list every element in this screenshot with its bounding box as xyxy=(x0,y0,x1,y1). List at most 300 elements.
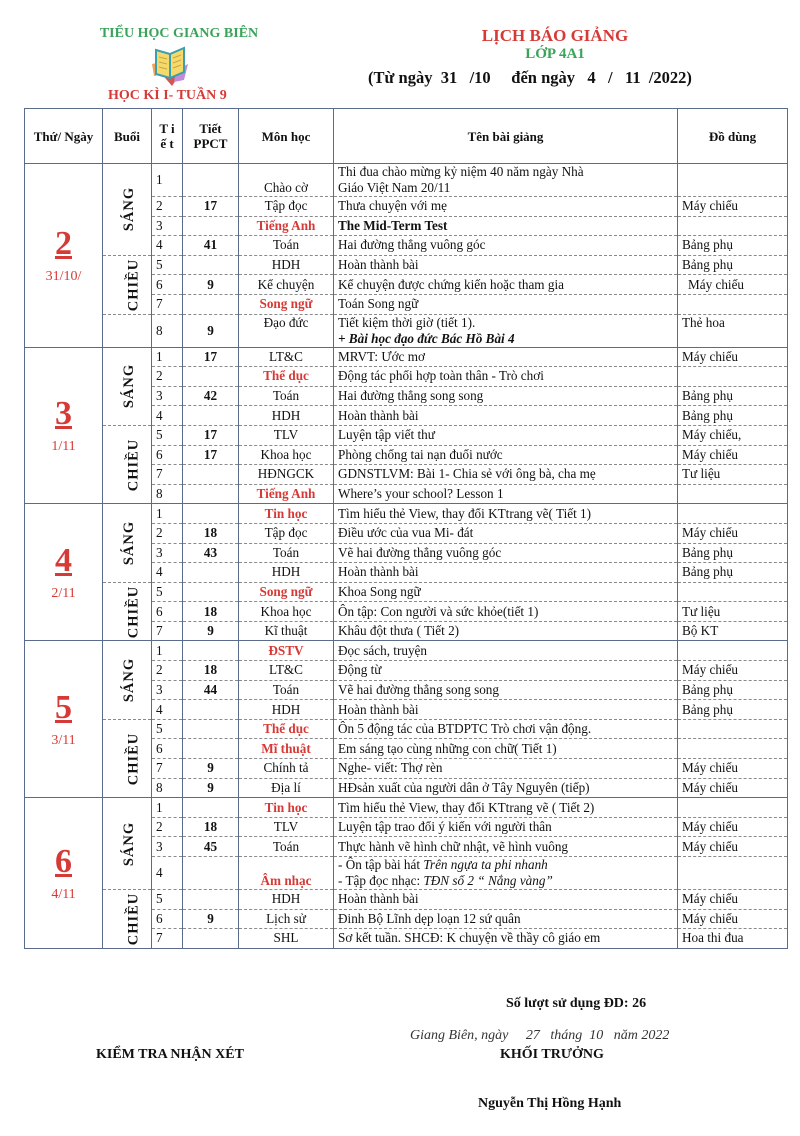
header-period: T iế t xyxy=(152,109,183,164)
open-book-icon xyxy=(146,42,196,88)
table-row xyxy=(25,641,788,661)
class-label: LỚP 4A1 xyxy=(525,46,585,62)
subject-cell: LT&C xyxy=(239,347,334,367)
period-cell: 8 xyxy=(152,484,183,504)
period-cell: 1 xyxy=(152,798,183,818)
check-label: KIỂM TRA NHẬN XÉT xyxy=(96,1047,244,1062)
equipment-cell: Máy chiếu xyxy=(678,759,788,779)
ppct-cell xyxy=(183,798,239,818)
equipment-cell: Bảng phụ xyxy=(678,236,788,256)
subject-cell: Mĩ thuật xyxy=(239,739,334,759)
equipment-cell: Máy chiếu, xyxy=(678,425,788,445)
lesson-line xyxy=(338,760,673,776)
subject-cell: Toán xyxy=(239,837,334,857)
lesson-text: Thực hành vẽ hình chữ nhật, vẽ hình vuông xyxy=(338,838,569,854)
lesson-cell xyxy=(334,817,678,837)
ppct-cell xyxy=(183,739,239,759)
subject-cell: Toán xyxy=(239,386,334,406)
term-week-label: HỌC KÌ I- TUẦN 9 xyxy=(108,88,227,103)
session-cell xyxy=(103,347,152,425)
equipment-cell xyxy=(678,582,788,602)
lesson-line xyxy=(338,408,673,424)
period-cell: 2 xyxy=(152,817,183,837)
equipment-cell: Máy chiếu xyxy=(678,445,788,465)
lesson-line xyxy=(338,506,673,522)
ppct-cell: 43 xyxy=(183,543,239,563)
period-cell: 6 xyxy=(152,602,183,622)
equipment-cell: Máy chiếu xyxy=(678,817,788,837)
period-cell: 7 xyxy=(152,759,183,779)
day-cell xyxy=(25,504,103,641)
lesson-cell xyxy=(334,314,678,347)
table-row xyxy=(25,798,788,818)
session-cell xyxy=(103,314,152,347)
lesson-italic-2: TĐN số 2 “ Nắng vàng” xyxy=(423,873,553,888)
lesson-line xyxy=(338,218,673,234)
ppct-cell xyxy=(183,719,239,739)
lesson-text: The Mid-Term Test xyxy=(338,217,448,233)
lesson-cell xyxy=(334,563,678,583)
period-cell: 5 xyxy=(152,582,183,602)
day-cell xyxy=(25,347,103,504)
lesson-cell xyxy=(334,759,678,779)
session-cell xyxy=(103,719,152,797)
lesson-cell xyxy=(334,543,678,563)
ppct-cell xyxy=(183,367,239,387)
subject-cell: SHL xyxy=(239,929,334,949)
lesson-text-2: - Tập đọc nhạc: xyxy=(338,873,424,888)
session-label: CHIỀU xyxy=(125,892,142,946)
subject-cell: Lịch sử xyxy=(239,909,334,929)
equipment-cell: Máy chiếu xyxy=(678,778,788,798)
lesson-line xyxy=(338,237,673,253)
lesson-cell xyxy=(334,602,678,622)
lesson-text: Động từ xyxy=(338,662,382,678)
lesson-text: Thi đua chào mừng kỷ niệm 40 năm ngày Nhà xyxy=(338,164,584,179)
lesson-cell xyxy=(334,484,678,504)
lesson-line xyxy=(338,702,673,718)
table-row xyxy=(25,347,788,367)
lesson-cell xyxy=(334,197,678,217)
lesson-line xyxy=(338,839,673,855)
school-name: TIỂU HỌC GIANG BIÊN xyxy=(99,26,259,41)
period-cell: 8 xyxy=(152,778,183,798)
lesson-cell xyxy=(334,857,678,890)
lesson-line xyxy=(338,857,673,873)
subject-cell: Toán xyxy=(239,236,334,256)
equipment-cell xyxy=(678,294,788,314)
lesson-cell xyxy=(334,216,678,236)
lesson-line xyxy=(338,447,673,463)
lesson-text: Luyện tập trao đổi ý kiến với người thân xyxy=(338,819,552,835)
day-date: 3/11 xyxy=(51,733,76,749)
lesson-cell xyxy=(334,719,678,739)
lesson-text: Toán Song ngữ xyxy=(338,296,419,312)
ppct-cell: 18 xyxy=(183,661,239,681)
subject-cell: HDH xyxy=(239,700,334,720)
ppct-cell: 18 xyxy=(183,523,239,543)
place-date: Giang Biên, ngày 27 tháng 10 năm 2022 xyxy=(410,1028,670,1043)
lesson-cell xyxy=(334,504,678,524)
session-cell xyxy=(103,582,152,641)
lesson-line xyxy=(338,349,673,365)
lesson-text: Hoàn thành bài xyxy=(338,257,419,273)
lesson-text: Vẽ hai đường thẳng vuông góc xyxy=(338,544,502,560)
session-cell xyxy=(103,641,152,719)
ppct-cell: 9 xyxy=(183,909,239,929)
lesson-text: Em sáng tạo cùng những con chữ( Tiết 1) xyxy=(338,740,557,756)
lesson-line xyxy=(338,564,673,580)
period-cell: 1 xyxy=(152,347,183,367)
lesson-text: Hoàn thành bài xyxy=(338,407,419,423)
ppct-cell: 9 xyxy=(183,275,239,295)
lesson-text: Khoa Song ngữ xyxy=(338,583,421,599)
header-day: Thứ/ Ngày xyxy=(25,109,103,164)
lesson-line xyxy=(338,604,673,620)
period-cell: 4 xyxy=(152,236,183,256)
equipment-cell: Máy chiếu xyxy=(678,909,788,929)
period-cell: 1 xyxy=(152,164,183,197)
lesson-text: Luyện tập viết thư xyxy=(338,427,435,443)
lesson-line xyxy=(338,388,673,404)
table-row xyxy=(25,890,788,910)
lesson-text: Phòng chống tai nạn đuối nước xyxy=(338,446,503,462)
subject-cell: HDH xyxy=(239,255,334,275)
period-cell: 8 xyxy=(152,314,183,347)
equipment-usage-count: Số lượt sử dụng ĐD: 26 xyxy=(506,996,647,1011)
subject-cell: Đạo đức xyxy=(239,314,334,347)
session-label: SÁNG xyxy=(121,821,138,866)
equipment-cell: Bảng phụ xyxy=(678,406,788,426)
lesson-text: Tìm hiểu thẻ View, thay đổi KTtrang vẽ( Tiết 1) xyxy=(338,505,592,521)
lesson-text: Sơ kết tuần. SHCĐ: K chuyện về thầy cô giáo em xyxy=(338,930,601,946)
lesson-cell xyxy=(334,347,678,367)
equipment-cell xyxy=(678,367,788,387)
lesson-text: Ôn 5 động tác của BTDPTC Trò chơi vận động. xyxy=(338,721,592,737)
equipment-cell: Máy chiếu xyxy=(678,275,788,295)
lesson-text: Động tác phối hợp toàn thân - Trò chơi xyxy=(338,368,544,384)
equipment-cell: Máy chiếu xyxy=(678,661,788,681)
ppct-cell xyxy=(183,700,239,720)
lesson-text: Tìm hiểu thẻ View, thay đổi KTtrang vẽ ( Tiết 2) xyxy=(338,799,595,815)
session-cell xyxy=(103,504,152,582)
lesson-cell xyxy=(334,641,678,661)
subject-cell: HDH xyxy=(239,406,334,426)
lesson-cell xyxy=(334,275,678,295)
session-cell xyxy=(103,255,152,314)
day-number: 3 xyxy=(55,395,72,433)
day-cell xyxy=(25,798,103,949)
lesson-line xyxy=(338,873,673,889)
lesson-text: Ôn tập: Con người và sức khỏe(tiết 1) xyxy=(338,603,539,619)
signer-name: Nguyễn Thị Hồng Hạnh xyxy=(478,1096,622,1111)
day-date: 1/11 xyxy=(51,439,76,455)
equipment-cell xyxy=(678,739,788,759)
subject-cell: LT&C xyxy=(239,661,334,681)
subject-cell: HDH xyxy=(239,890,334,910)
lesson-cell xyxy=(334,909,678,929)
session-label: CHIỀU xyxy=(125,258,142,311)
lesson-line xyxy=(338,164,673,180)
period-cell: 5 xyxy=(152,719,183,739)
ppct-cell xyxy=(183,406,239,426)
session-label: CHIỀU xyxy=(125,438,142,491)
equipment-cell xyxy=(678,164,788,197)
equipment-cell: Máy chiếu xyxy=(678,837,788,857)
table-row xyxy=(25,719,788,739)
subject-cell: ĐSTV xyxy=(239,641,334,661)
equipment-cell xyxy=(678,216,788,236)
subject-cell: TLV xyxy=(239,817,334,837)
lesson-line xyxy=(338,891,673,907)
equipment-cell: Máy chiếu xyxy=(678,347,788,367)
day-number: 2 xyxy=(55,225,72,263)
lesson-text: Điều ước của vua Mi- đát xyxy=(338,525,474,541)
lesson-line xyxy=(338,427,673,443)
ppct-cell: 41 xyxy=(183,236,239,256)
lesson-line xyxy=(338,331,673,347)
ppct-cell: 45 xyxy=(183,837,239,857)
lesson-line xyxy=(338,180,673,196)
lesson-cell xyxy=(334,890,678,910)
period-cell: 1 xyxy=(152,504,183,524)
lesson-line xyxy=(338,198,673,214)
lesson-text: Nghe- viết: Thợ rèn xyxy=(338,760,443,776)
day-number: 6 xyxy=(55,843,72,880)
period-cell: 1 xyxy=(152,641,183,661)
equipment-cell: Máy chiếu xyxy=(678,197,788,217)
subject-cell: Thể dục xyxy=(239,719,334,739)
day-number: 5 xyxy=(55,689,72,727)
header-subject: Môn học xyxy=(239,109,334,164)
lesson-line xyxy=(338,682,673,698)
lesson-cell xyxy=(334,465,678,485)
period-cell: 6 xyxy=(152,445,183,465)
period-cell: 6 xyxy=(152,739,183,759)
lesson-cell xyxy=(334,582,678,602)
ppct-cell: 17 xyxy=(183,425,239,445)
subject-cell: HĐNGCK xyxy=(239,465,334,485)
lesson-cell xyxy=(334,661,678,681)
lesson-text: HĐsản xuất của người dân ở Tây Nguyên (tiếp) xyxy=(338,779,590,795)
subject-cell: Song ngữ xyxy=(239,294,334,314)
lesson-cell xyxy=(334,294,678,314)
ppct-cell xyxy=(183,465,239,485)
subject-cell: Kĩ thuật xyxy=(239,621,334,641)
lesson-text-2: + Bài học đạo đức Bác Hồ Bài 4 xyxy=(338,330,515,346)
period-cell: 5 xyxy=(152,425,183,445)
ppct-cell: 17 xyxy=(183,347,239,367)
subject-cell: Kể chuyện xyxy=(239,275,334,295)
period-cell: 2 xyxy=(152,197,183,217)
session-cell xyxy=(103,798,152,890)
period-cell: 4 xyxy=(152,857,183,890)
period-cell: 7 xyxy=(152,465,183,485)
header-equipment: Đồ dùng xyxy=(678,109,788,164)
lesson-cell xyxy=(334,367,678,387)
lesson-cell xyxy=(334,778,678,798)
lesson-line xyxy=(338,819,673,835)
period-cell: 3 xyxy=(152,216,183,236)
subject-cell: Tiếng Anh xyxy=(239,216,334,236)
subject-cell: Tin học xyxy=(239,798,334,818)
ppct-cell: 18 xyxy=(183,602,239,622)
lesson-line xyxy=(338,277,673,293)
equipment-cell: Bảng phụ xyxy=(678,563,788,583)
period-cell: 2 xyxy=(152,523,183,543)
subject-cell: Tập đọc xyxy=(239,197,334,217)
header-session: Buổi xyxy=(103,109,152,164)
schedule-table xyxy=(24,108,788,949)
lesson-line xyxy=(338,584,673,600)
lesson-cell xyxy=(334,700,678,720)
period-cell: 7 xyxy=(152,929,183,949)
equipment-cell xyxy=(678,719,788,739)
lesson-text: Tiết kiệm thời giờ (tiết 1). xyxy=(338,314,476,330)
period-cell: 4 xyxy=(152,700,183,720)
period-cell: 7 xyxy=(152,294,183,314)
head-label: KHỐI TRƯỞNG xyxy=(500,1047,604,1062)
equipment-cell: Tư liệu xyxy=(678,602,788,622)
lesson-line xyxy=(338,911,673,927)
lesson-cell xyxy=(334,255,678,275)
day-cell xyxy=(25,164,103,348)
day-date: 4/11 xyxy=(51,887,76,902)
equipment-cell xyxy=(678,484,788,504)
lesson-line xyxy=(338,643,673,659)
lesson-text: Where’s your school? Lesson 1 xyxy=(338,486,504,502)
session-label: SÁNG xyxy=(121,658,138,703)
lesson-text: Kể chuyện được chứng kiến hoặc tham gia xyxy=(338,276,564,292)
day-cell xyxy=(25,641,103,798)
ppct-cell xyxy=(183,641,239,661)
lesson-cell xyxy=(334,386,678,406)
session-label: CHIỀU xyxy=(125,585,142,638)
page-title: LỊCH BÁO GIẢNG xyxy=(481,26,629,45)
lesson-cell xyxy=(334,739,678,759)
lesson-text: Vẽ hai đường thẳng song song xyxy=(338,681,499,697)
ppct-cell xyxy=(183,504,239,524)
day-number: 4 xyxy=(55,542,72,580)
header-lesson: Tên bài giảng xyxy=(334,109,678,164)
period-cell: 2 xyxy=(152,661,183,681)
session-cell xyxy=(103,164,152,256)
lesson-text: GDNSTLVM: Bài 1- Chia sẻ với ông bà, cha mẹ xyxy=(338,466,596,482)
equipment-cell: Bộ KT xyxy=(678,621,788,641)
equipment-cell: Tư liệu xyxy=(678,465,788,485)
lesson-cell xyxy=(334,680,678,700)
equipment-cell: Bảng phụ xyxy=(678,543,788,563)
ppct-cell: 9 xyxy=(183,778,239,798)
lesson-text: - Ôn tập bài hát xyxy=(338,857,424,872)
period-cell: 6 xyxy=(152,275,183,295)
lesson-text: MRVT: Ước mơ xyxy=(338,348,425,364)
subject-cell: Song ngữ xyxy=(239,582,334,602)
subject-cell: Khoa học xyxy=(239,602,334,622)
period-cell: 4 xyxy=(152,406,183,426)
equipment-cell xyxy=(678,504,788,524)
ppct-cell xyxy=(183,582,239,602)
lesson-line xyxy=(338,368,673,384)
ppct-cell xyxy=(183,890,239,910)
session-cell xyxy=(103,425,152,503)
subject-cell: Toán xyxy=(239,543,334,563)
lesson-line xyxy=(338,257,673,273)
table-row xyxy=(25,314,788,347)
lesson-italic: Trên ngựa ta phi nhanh xyxy=(423,857,548,872)
schedule-body xyxy=(25,164,788,949)
session-cell xyxy=(103,890,152,949)
ppct-cell: 17 xyxy=(183,197,239,217)
period-cell: 6 xyxy=(152,909,183,929)
subject-cell: HDH xyxy=(239,563,334,583)
lesson-text-2: Giáo Việt Nam 20/11 xyxy=(338,180,451,195)
lesson-cell xyxy=(334,236,678,256)
lesson-text: Hai đường thẳng vuông góc xyxy=(338,237,486,253)
table-row xyxy=(25,164,788,197)
table-row xyxy=(25,255,788,275)
ppct-cell: 17 xyxy=(183,445,239,465)
lesson-cell xyxy=(334,798,678,818)
equipment-cell: Bảng phụ xyxy=(678,700,788,720)
ppct-cell: 9 xyxy=(183,759,239,779)
lesson-line xyxy=(338,623,673,639)
period-cell: 3 xyxy=(152,680,183,700)
subject-cell: Tiếng Anh xyxy=(239,484,334,504)
session-label: SÁNG xyxy=(121,364,138,409)
lesson-cell xyxy=(334,425,678,445)
session-label: CHIỀU xyxy=(125,732,142,785)
lesson-line xyxy=(338,315,673,331)
equipment-cell xyxy=(678,641,788,661)
period-cell: 5 xyxy=(152,890,183,910)
equipment-cell: Thẻ hoa xyxy=(678,314,788,347)
lesson-line xyxy=(338,741,673,757)
lesson-cell xyxy=(334,445,678,465)
lesson-text: Đọc sách, truyện xyxy=(338,642,427,658)
lesson-text: Hoàn thành bài xyxy=(338,564,419,580)
equipment-cell: Máy chiếu xyxy=(678,523,788,543)
lesson-cell xyxy=(334,621,678,641)
lesson-line xyxy=(338,486,673,502)
ppct-cell xyxy=(183,857,239,890)
lesson-text: Hoàn thành bài xyxy=(338,701,419,717)
day-date: 2/11 xyxy=(51,586,76,602)
lesson-line xyxy=(338,525,673,541)
ppct-cell xyxy=(183,255,239,275)
equipment-cell: Bảng phụ xyxy=(678,386,788,406)
lesson-line xyxy=(338,800,673,816)
lesson-cell xyxy=(334,523,678,543)
ppct-cell: 9 xyxy=(183,314,239,347)
subject-cell: TLV xyxy=(239,425,334,445)
ppct-cell xyxy=(183,216,239,236)
session-label: SÁNG xyxy=(121,187,138,232)
equipment-cell: Máy chiếu xyxy=(678,890,788,910)
ppct-cell: 9 xyxy=(183,621,239,641)
lesson-line xyxy=(338,721,673,737)
lesson-cell xyxy=(334,164,678,197)
period-cell: 7 xyxy=(152,621,183,641)
lesson-line xyxy=(338,545,673,561)
lesson-cell xyxy=(334,929,678,949)
lesson-text: Thưa chuyện với mẹ xyxy=(338,198,447,214)
lesson-line xyxy=(338,296,673,312)
lesson-text: Hai đường thẳng song song xyxy=(338,388,484,404)
table-row xyxy=(25,504,788,524)
subject-cell: Tin học xyxy=(239,504,334,524)
subject-cell: Thể dục xyxy=(239,367,334,387)
